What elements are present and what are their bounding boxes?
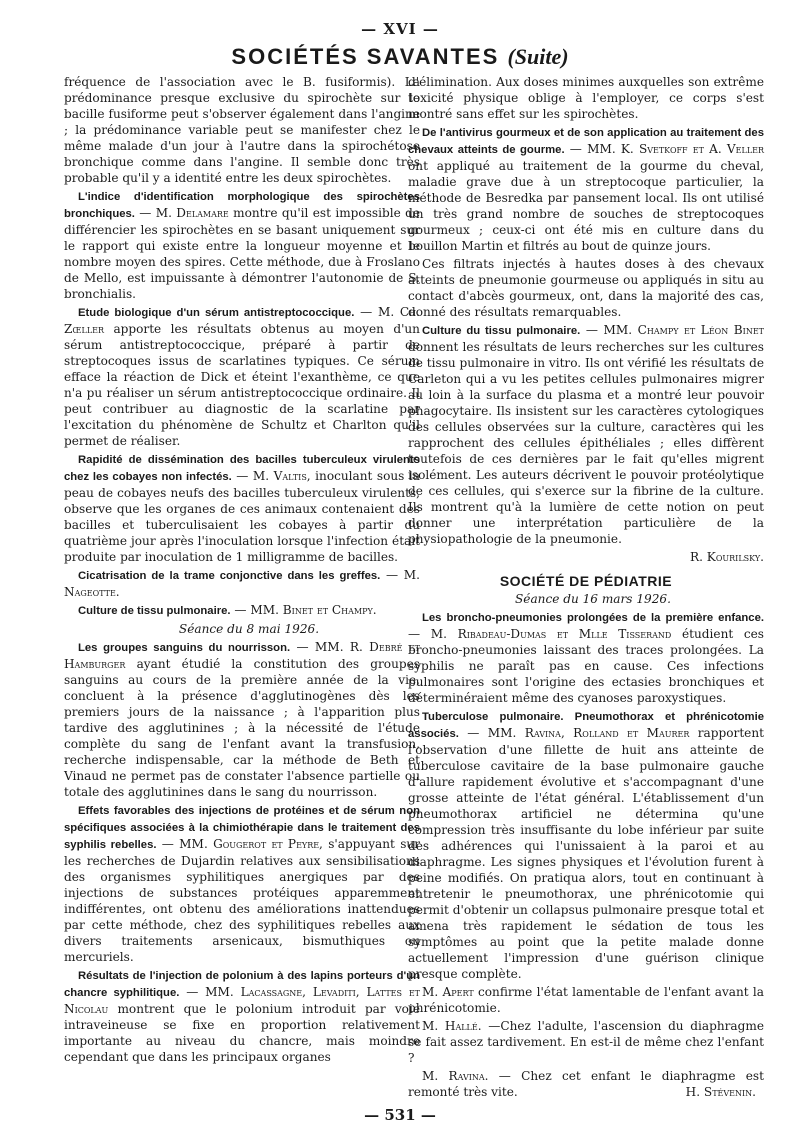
paragraph-continuation: fréquence de l'association avec le B. fusiformis). La prédominance presque exclusive du spirochète sur le bacille fusiforme peut s'observer également dans l'angine ; la prédominance variable peut se manifester chez le même malade d'un jour à l'autre dans la spirochétose bronchique comme dans l'angine. Il semble donc très probable qu'il y a identité entre les deux spirochètes. xyxy=(64,75,420,185)
abstract-author: MM. Gougerot et Peyre, xyxy=(179,837,323,851)
left-column xyxy=(64,74,420,1067)
discussion-apert xyxy=(408,984,764,1016)
abstract-serum-antistreptococcique: Etude biologique d'un sérum antistreptococcique. — M. Ch. Zœller apporte les résultats obtenus au moyen d'un sérum antistreptococcique, préparé à partir de streptocoques issus de scarlatines typiques. Ce sérum efface la réaction de Dick et éteint l'exanthème, ce que n'a pu réaliser un sérum antistreptococcique ordinaire. Il peut contribuer au diagnostic de la scarlatine par l'excitation du phénomène de Schultz et Charlton qu'il permet de réaliser. xyxy=(64,305,420,448)
abstract-author: MM. Champy et Léon Binet xyxy=(603,323,764,337)
discussion-ravina xyxy=(408,1068,764,1100)
abstract-title: Tuberculose pulmonaire. Pneumothorax et phrénicotomie associés. xyxy=(408,711,764,740)
discussion-body: — Chez cet enfant le diaphragme est remonté très vite. xyxy=(408,1069,764,1099)
abstract-culture-tissu-pulmonaire: Culture du tissu pulmonaire. — MM. Champy et Léon Binet donnent les résultats de leurs recherches sur les cultures de tissu pulmonaire in vitro. Ils ont vérifié les résultats de Carleton qui a vu les petites cellules pulmonaires migrer au loin à la surface du plasma et a montré leur pouvoir phagocytaire. Ils insistent sur les caractères cytologiques des cellules observées sur la culture, caractères qui les rapprochent des cellules épithéliales ; elles diffèrent toutefois de ces dernières par le fait qu'elles migrent isolément. Les auteurs décrivent le pouvoir protéolytique de ces cellules, qui s'exerce sur la fibrine de la culture. Ils montrent qu'à la lumière de cette notion on peut donner une interprétation particulière de la physiopathologie de la pneumonie. xyxy=(408,323,764,546)
abstract-title: Etude biologique d'un sérum antistreptococcique. xyxy=(78,307,355,319)
abstract-body: donnent les résultats de leurs recherches sur les cultures de tissu pulmonaire in vitro. Ils ont vérifié les résultats de Carleton qui a vu les petites cellules pulmonaires migrer au loin à la surface du plasma et a montré leur pouvoir phagocytaire. Ils insistent sur les caractères cytologiques des cellules observées sur la culture, caractères qui les rapprochent des cellules épithéliales ; elles diffèrent toutefois de ces dernières par le fait qu'elles migrent isolément. Les auteurs décrivent le pouvoir protéolytique de ces cellules, qui s'exerce sur la fibrine de la culture. Ils montrent qu'à la lumière de cette notion on peut donner une interprétation particulière de la physiopathologie de la pneumonie. xyxy=(408,340,764,546)
abstract-author: M. Nageotte. xyxy=(64,568,420,599)
abstract-body: s'appuyant sur les recherches de Dujardin relatives aux sensibilisations des organismes syphilitiques anergiques par des injections de substances protéiques apparemment indifférentes, ont obtenu des améliorations inattendues par cette méthode, chez des syphilitiques rebelles aux divers traitements arsenicaux, bismuthiques ou mercuriels. xyxy=(64,837,420,964)
signature-stevenin: H. Stévenin. xyxy=(685,1085,756,1099)
paragraph-continuation: d'élimination. Aux doses minimes auxquelles son extrême toxicité physique oblige à l'employer, ce corps s'est montré sans effet sur les spirochètes. xyxy=(408,75,764,121)
abstract-body: apporte les résultats obtenus au moyen d'un sérum antistreptococcique, préparé à partir de streptocoques issus de scarlatines typiques. Ce sérum efface la réaction de Dick et éteint l'exanthème, ce que n'a pu réaliser un sérum antistreptococcique ordinaire. Il peut contribuer au diagnostic de la scarlatine par l'excitation du phénomène de Schultz et Charlton qu'il permet de réaliser. xyxy=(64,322,420,448)
discussion-author: M. Hallé. xyxy=(422,1019,482,1033)
discussion-author: M. Apert xyxy=(422,985,474,999)
abstract-trame-conjonctive: Cicatrisation de la trame conjonctive dans les greffes. — M. Nageotte. xyxy=(64,568,420,599)
abstract-body: ont appliqué au traitement de la gourme du cheval, maladie grave due à un streptocoque particulier, la méthode de Besredka par pansement local. Ils ont utilisé un très grand nombre de souches de streptocoques gourmeux ; ceux-ci ont été mis en culture dans du bouillon Martin et filtrés au bout de quinze jours. xyxy=(408,159,764,253)
abstract-body: ayant étudié la constitution des groupes sanguins au cours de la première année de la vie, concluent à la présence d'agglutinogènes dès les premiers jours de la naissance ; à l'apparition plus tardive des agglutinines ; à la nécessité de l'étude complète du sang de l'enfant avant la transfusion, recherche indispensable, car la méthode de Beth et Vinaud ne permet pas de constater l'absence partielle ou totale des agglutinines dans le sang du nourrisson. xyxy=(64,657,420,799)
abstract-title: Les broncho-pneumonies prolongées de la première enfance. xyxy=(422,612,764,624)
abstract-author: M. Valtis, xyxy=(252,469,311,483)
abstract-title: L'indice d'identification morphologique des spirochètes bronchiques. xyxy=(64,191,420,220)
abstract-body: inoculant sous la peau de cobayes neufs des bacilles tuberculeux virulents, observe que les organes de ces animaux contenaient des bacilles et tuberculisaient les cobayes à partir du quatrième jour après l'inoculation lorsque l'infection était produite par inoculation de 1 milligramme de bacilles. xyxy=(64,469,420,564)
abstract-title: De l'antivirus gourmeux et de son application au traitement des chevaux atteints de gourme. xyxy=(408,127,764,156)
seance-date: Séance du 8 mai 1926. xyxy=(178,622,320,636)
abstract-author: MM. R. Debré et Hamburger xyxy=(64,640,420,671)
abstract-culture-tissu: Culture de tissu pulmonaire. — MM. Binet et Champy. xyxy=(78,603,377,617)
page-title-main: SOCIÉTÉS SAVANTES xyxy=(231,44,500,69)
abstract-author: MM. Binet et Champy. xyxy=(250,603,377,617)
page-number: — 531 — xyxy=(364,1106,436,1124)
abstract-title: Rapidité de dissémination des bacilles tuberculeux virulents chez les cobayes non infectés. xyxy=(64,454,420,483)
discussion-body: —Chez l'adulte, l'ascension du diaphragme se fait assez tardivement. En est-il de même chez l'enfant ? xyxy=(408,1019,764,1065)
abstract-polonium: Résultats de l'injection de polonium à des lapins porteurs d'un chancre syphilitique. — MM. Lacassagne, Levaditi, Lattes et Nicolau montrent que le polonium introduit par voie intraveineuse se fixe en proportion relativement importante au niveau du chancre, mais moindre cependant que dans les principaux organes xyxy=(64,970,420,1064)
abstract-pneumothorax: Tuberculose pulmonaire. Pneumothorax et phrénicotomie associés. — MM. Ravina, Rolland et Maurer rapportent l'observation d'une fillette de huit ans atteinte de tuberculose cavitaire de la base pulmonaire gauche d'allure rapidement évolutive et s'accompagnant d'une grosse atteinte de l'état général. L'établissement d'un pneumothorax artificiel ne détermina qu'une compression très insuffisante du lobe inférieur par suite des adhérences qui l'unissaient à la paroi et au diaphragme. Les signes physiques et l'évolution furent à peine modifiés. On pratiqua alors, tout en continuant à entretenir le pneumothorax, une phrénicotomie qui permit d'obtenir un collapsus pulmonaire presque total et amena très rapidement le sédation de tous les symptômes au point que la petite malade donne actuellement l'impression d'une guérison clinique presque complète. xyxy=(408,711,764,981)
abstract-title: Effets favorables des injections de protéines et de sérum non spécifiques associées à la chimiothérapie dans le traitement des syphilis rebelles. xyxy=(64,805,420,851)
page-roman-number: — XVI — xyxy=(361,20,439,38)
abstract-title: Culture du tissu pulmonaire. xyxy=(422,325,581,337)
abstract-groupes-sanguins: Les groupes sanguins du nourrisson. — MM. R. Debré et Hamburger ayant étudié la constitution des groupes sanguins au cours de la première année de la vie, concluent à la présence d'agglutinogènes dès les premiers jours de la naissance ; à l'apparition plus tardive des agglutinines ; à la nécessité de l'étude complète du sang de l'enfant avant la transfusion, recherche indispensable, car la méthode de Beth et Vinaud ne permet pas de constater l'absence partielle ou totale des agglutinines dans le sang du nourrisson. xyxy=(64,640,420,799)
discussion-halle xyxy=(408,1018,764,1066)
abstract-identification-spirochetes: L'indice d'identification morphologique des spirochètes bronchiques. — M. Delamare montre qu'il est impossible de différencier les spirochètes en se basant uniquement sur le rapport qui existe entre la longueur moyenne et le nombre moyen des spires. Cette méthode, due à Froslano de Mello, est impuissante à démontrer l'autonomie de S. bronchialis. xyxy=(64,191,420,301)
abstract-author: MM. Lacassagne, Levaditi, Lattes et Nicolau xyxy=(64,985,420,1016)
abstract-body: montre qu'il est impossible de différencier les spirochètes en se basant uniquement sur le rapport qui existe entre la longueur moyenne et le nombre moyen des spires. Cette méthode, due à Froslano de Mello, est impuissante à démontrer l'autonomie de S. bronchialis. xyxy=(64,206,420,301)
abstract-bacilles-tuberculeux: Rapidité de dissémination des bacilles tuberculeux virulents chez les cobayes non infectés. — M. Valtis, inoculant sous la peau de cobayes neufs des bacilles tuberculeux virulents, observe que les organes de ces animaux contenaient des bacilles et tuberculisaient les cobayes à partir du quatrième jour après l'inoculation lorsque l'infection était produite par inoculation de 1 milligramme de bacilles. xyxy=(64,454,420,564)
abstract-author: MM. K. Svetkoff et A. Veller xyxy=(587,142,764,156)
abstract-author: M. Delamare xyxy=(155,206,229,220)
discussion-body: confirme l'état lamentable de l'enfant avant la phrénicotomie. xyxy=(408,985,765,1015)
page-title xyxy=(0,44,800,70)
paragraph-filtrats: Ces filtrats injectés à hautes doses à des chevaux atteints de pneumonie gourmeuse ou appliqués in situ au contact d'abcès gourmeux, ont, dans la majorité des cas, donné des résultats remarquables. xyxy=(408,257,764,319)
abstract-broncho-pneumonies: Les broncho-pneumonies prolongées de la première enfance. — M. Ribadeau-Dumas et Mlle Tisserand étudient ces broncho-pneumonies laissant des traces prolongées. La syphilis ne paraît pas en cause. Ces infections pulmonaires sont l'origine des ectasies bronchiques et déterminéraient même des cyanoses paroxystiques. xyxy=(408,612,764,705)
abstract-title: Les groupes sanguins du nourrisson. xyxy=(78,642,291,654)
discussion-author: M. Ravina. xyxy=(422,1069,489,1083)
abstract-title: Cicatrisation de la trame conjonctive dans les greffes. xyxy=(78,570,381,582)
abstract-body: rapportent l'observation d'une fillette de huit ans atteinte de tuberculose cavitaire de la base pulmonaire gauche d'allure rapidement évolutive et s'accompagnant d'une grosse atteinte de l'état général. L'établissement d'un pneumothorax artificiel ne détermina qu'une compression très insuffisante du lobe inférieur par suite des adhérences qui l'unissaient à la paroi et au diaphragme. Les signes physiques et l'évolution furent à peine modifiés. On pratiqua alors, tout en continuant à entretenir le pneumothorax, une phrénicotomie qui permit d'obtenir un collapsus pulmonaire presque total et amena très rapidement le sédation de tous les symptômes au point que la petite malade donne actuellement l'impression d'une guérison clinique presque complète. xyxy=(408,726,764,981)
abstract-body: montrent que le polonium introduit par voie intraveineuse se fixe en proportion relativement importante au niveau du chancre, mais moindre cependant que dans les principaux organes xyxy=(64,1002,420,1064)
seance-date: Séance du 16 mars 1926. xyxy=(515,592,671,606)
abstract-injections-proteines: Effets favorables des injections de protéines et de sérum non spécifiques associées à la chimiothérapie dans le traitement des syphilis rebelles. — MM. Gougerot et Peyre, s'appuyant sur les recherches de Dujardin relatives aux sensibilisations des organismes syphilitiques anergiques par des injections de substances protéiques apparemment indifférentes, ont obtenu des améliorations inattendues par cette méthode, chez des syphilitiques rebelles aux divers traitements arsenicaux, bismuthiques ou mercuriels. xyxy=(64,805,420,964)
abstract-title: Résultats de l'injection de polonium à des lapins porteurs d'un chancre syphilitique. xyxy=(64,970,420,999)
signature-kourilsky: R. Kourilsky. xyxy=(690,550,764,564)
abstract-author: M. Ribadeau-Dumas et Mlle Tisserand xyxy=(430,627,672,641)
section-title-pediatrie: SOCIÉTÉ DE PÉDIATRIE xyxy=(499,573,673,589)
abstract-antivirus-gourmeux: De l'antivirus gourmeux et de son application au traitement des chevaux atteints de gourme. — MM. K. Svetkoff et A. Veller ont appliqué au traitement de la gourme du cheval, maladie grave due à un streptocoque particulier, la méthode de Besredka par pansement local. Ils ont utilisé un très grand nombre de souches de streptocoques gourmeux ; ceux-ci ont été mis en culture dans du bouillon Martin et filtrés au bout de quinze jours. xyxy=(408,127,764,253)
abstract-author: MM. Ravina, Rolland et Maurer xyxy=(487,726,690,740)
page-title-suffix: (Suite) xyxy=(507,44,569,69)
abstract-body: étudient ces broncho-pneumonies laissant des traces prolongées. La syphilis ne paraît pas en cause. Ces infections pulmonaires sont l'origine des ectasies bronchiques et déterminéraient même des cyanoses paroxystiques. xyxy=(408,627,764,705)
abstract-title: Culture de tissu pulmonaire. xyxy=(78,605,231,617)
abstract-author: M. Ch. Zœller xyxy=(64,305,420,336)
right-column xyxy=(408,74,764,1102)
